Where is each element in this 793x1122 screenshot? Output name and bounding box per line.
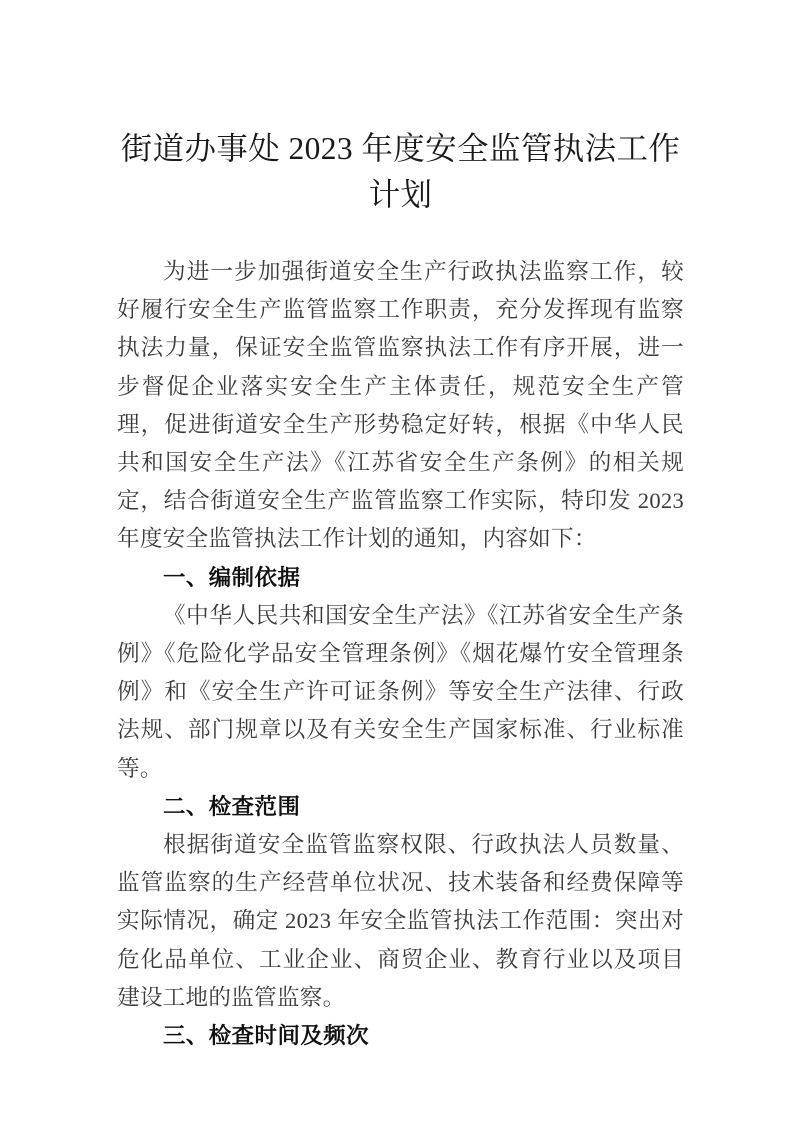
section-heading-3: 三、检查时间及频次 <box>163 1023 370 1049</box>
title-body-spacer <box>117 218 684 253</box>
section-heading-2: 二、检查范围 <box>163 793 301 819</box>
preamble-paragraph: 为进一步加强街道安全生产行政执法监察工作，较好履行安全生产监管监察工作职责，充分发挥现有监察执法力量，保证安全监管监察执法工作有序开展，进一步督促企业落实安全生产主体责任，规范安全生产管理，促进街道安全生产形势稳定好转，根据《中华人民共和国安全生产法》《江苏省安全生产条例》的相关规定，结合街道安全生产监管监察工作实际，特印发 2023 年度安全监管执法工作计划的通知，内容如下： <box>117 259 684 552</box>
section-2-paragraph: 根据街道安全监管监察权限、行政执法人员数量、监管监察的生产经营单位状况、技术装备和经费保障等实际情况，确定 2023 年安全监管执法工作范围：突出对危化品单位、工业企业、商贸企业、教育行业以及项目建设工地的监管监察。 <box>117 832 684 1010</box>
page-title: 街道办事处 2023 年度安全监管执法工作计划 <box>120 131 681 212</box>
document-body <box>117 0 684 1055</box>
section-heading-1: 一、编制依据 <box>163 564 301 590</box>
section-1-paragraph: 《中华人民共和国安全生产法》《江苏省安全生产条例》《危险化学品安全管理条例》《烟花爆竹安全管理条例》和《安全生产许可证条例》等安全生产法律、行政法规、部门规章以及有关安全生产国家标准、行业标准等。 <box>117 602 684 781</box>
